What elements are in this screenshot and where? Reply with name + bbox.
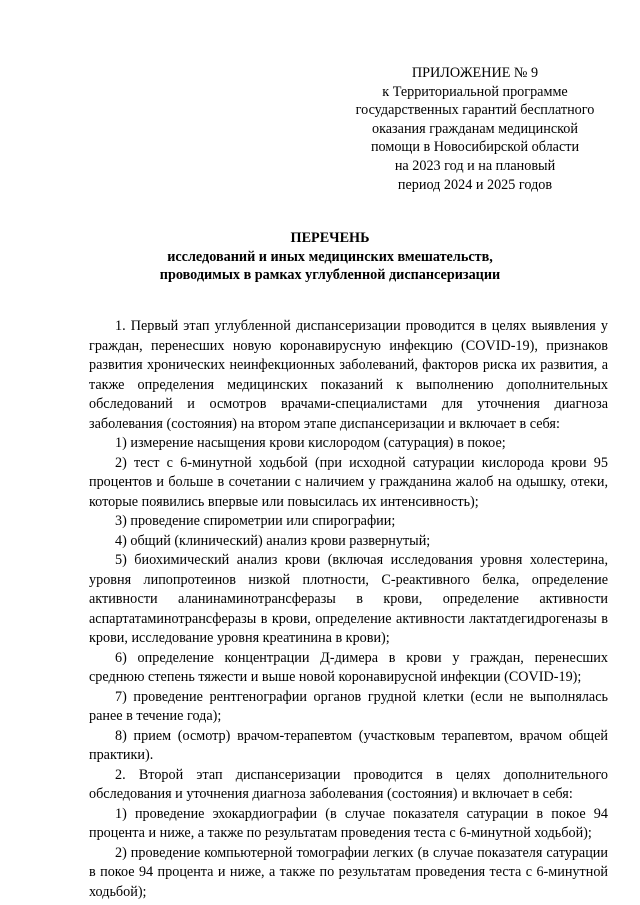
annex-line: к Территориальной программе — [382, 83, 568, 100]
paragraph-stage-1: 1. Первый этап углубленной диспансеризации проводится в целях выявления у граждан, перенесших новую коронавирусную инфекцию (COVID-19), признаков развития хронических неинфекционных заболеваний, факторов риска их развития, а также определения медицинских показаний к выполнению дополнительных обследований и осмотров врачами-специалистами для уточнения диагноза заболевания (состояния) на втором этапе диспансеризации и включает в себя: — [89, 318, 608, 432]
list-item: 1) измерение насыщения крови кислородом (сатурация) в покое; — [115, 435, 506, 451]
list-item: 5) биохимический анализ крови (включая исследования уровня холестерина, уровня липопротеинов низкой плотности, С-реактивного белка, определение активности аланинаминотрансферазы в крови, определение активности аспартатаминотрансферазы в крови, определение активности лактатдегидрогеназы в крови, исследование уровня креатинина в крови); — [89, 552, 608, 646]
annex-line-title: ПРИЛОЖЕНИЕ № 9 — [411, 65, 539, 81]
document-heading — [90, 229, 570, 285]
list-item: 8) прием (осмотр) врачом-терапевтом (участковым терапевтом, врачом общей практики). — [89, 727, 608, 763]
annex-header — [340, 64, 610, 194]
document-subtitle-line: проводимых в рамках углубленной диспансеризации — [159, 267, 501, 284]
paragraph-stage-2: 2. Второй этап диспансеризации проводится в целях дополнительного обследования и уточнения диагноза заболевания (состояния) и включает в себя: — [89, 766, 608, 802]
list-item: 6) определение концентрации Д-димера в крови у граждан, перенесших среднюю степень тяжести и выше новой коронавирусной инфекции (COVID-19); — [89, 649, 608, 685]
list-item: 2) проведение компьютерной томографии легких (в случае показателя сатурации в покое 94 процента и ниже, а также по результатам проведения теста с 6-минутной ходьбой); — [89, 844, 608, 900]
annex-line: помощи в Новосибирской области — [370, 139, 580, 156]
document-title: ПЕРЕЧЕНЬ — [290, 230, 370, 246]
list-item: 1) проведение эхокардиографии (в случае показателя сатурации в покое 94 процента и ниже, а также по результатам проведения теста с 6-минутной ходьбой); — [89, 805, 608, 841]
list-item: 3) проведение спирометрии или спирографии; — [115, 513, 396, 529]
document-body — [89, 317, 608, 902]
annex-line: государственных гарантий бесплатного — [355, 102, 595, 119]
annex-line: период 2024 и 2025 годов — [397, 176, 553, 193]
list-item: 7) проведение рентгенографии органов грудной клетки (если не выполнялась ранее в течение года); — [89, 688, 608, 724]
annex-line: оказания гражданам медицинской — [371, 120, 578, 137]
annex-line: на 2023 год и на плановый — [394, 157, 556, 174]
document-subtitle-line: исследований и иных медицинских вмешательств, — [167, 248, 493, 265]
list-item: 4) общий (клинический) анализ крови развернутый; — [115, 532, 431, 549]
list-item: 2) тест с 6-минутной ходьбой (при исходной сатурации кислорода крови 95 процентов и больше в сочетании с наличием у гражданина жалоб на одышку, отеки, которые появились впервые или повысилась их интенсивность); — [89, 454, 608, 510]
